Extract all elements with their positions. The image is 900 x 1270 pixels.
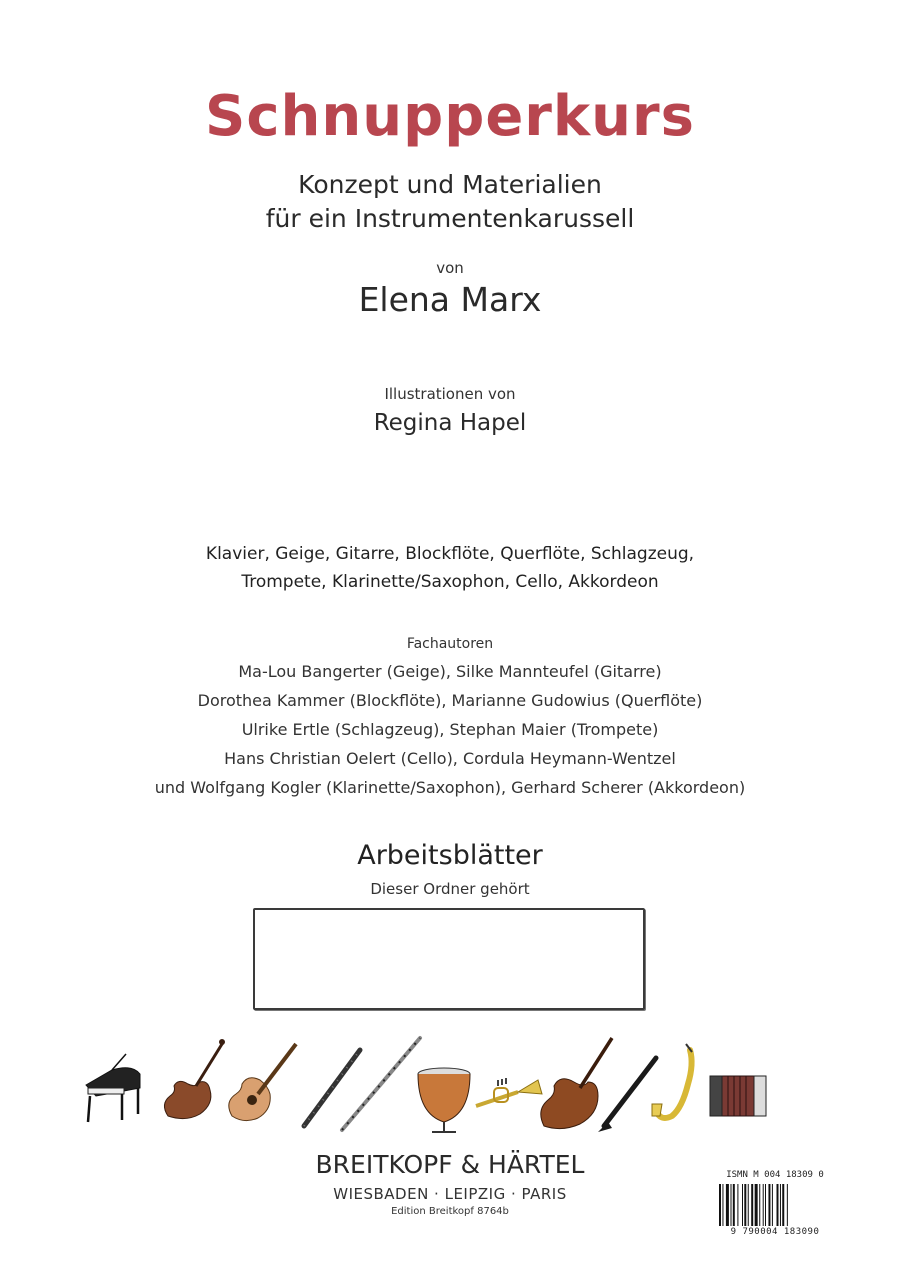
author-name: Elena Marx [358,280,542,319]
subtitle-line-2: für ein Instrumentenkarussell [265,204,635,233]
edition-number: Edition Breitkopf 8764b [391,1206,509,1217]
accordion-icon [704,1030,774,1140]
timpani-icon [412,1030,476,1140]
saxophone-icon [646,1030,710,1140]
subtitle-line-1: Konzept und Materialien [298,170,602,199]
book-title: Schnupperkurs [205,84,695,149]
publisher-name: BREITKOPF & HÄRTEL [315,1150,585,1179]
barcode [717,1170,833,1240]
owner-name-box[interactable] [253,908,645,1010]
contributor-line: Hans Christian Oelert (Cello), Cordula Heymann-Wentzel [224,749,676,768]
illustrations-label: Illustrationen von [384,385,516,403]
contributor-line: Ulrike Ertle (Schlagzeug), Stephan Maier (Trompete) [241,720,659,739]
publisher-cities: WIESBADEN · LEIPZIG · PARIS [333,1185,567,1203]
barcode-bars [717,1184,833,1226]
by-label: von [436,259,464,277]
contributor-line: Dorothea Kammer (Blockflöte), Marianne Gudowius (Querflöte) [197,691,703,710]
instrument-illustrations [80,1030,780,1140]
instrument-list-line-1: Klavier, Geige, Gitarre, Blockflöte, Querflöte, Schlagzeug, [205,544,695,564]
contributor-line: Ma-Lou Bangerter (Geige), Silke Mannteufel (Gitarre) [238,662,662,681]
instrument-list-line-2: Trompete, Klarinette/Saxophon, Cello, Akkordeon [241,572,659,592]
illustrator-name: Regina Hapel [373,410,527,436]
contributors-label: Fachautoren [406,636,494,652]
worksheets-title: Arbeitsblätter [357,840,543,871]
guitar-icon [224,1030,302,1140]
grand-piano-icon [82,1030,144,1140]
owner-label: Dieser Ordner gehört [370,880,530,898]
ismn-label: ISMN M 004 18309 0 [726,1170,824,1180]
contributor-line: und Wolfgang Kogler (Klarinette/Saxophon), Gerhard Scherer (Akkordeon) [154,778,746,797]
barcode-number: 9 790004 183090 [730,1227,820,1237]
violin-icon [156,1030,228,1140]
